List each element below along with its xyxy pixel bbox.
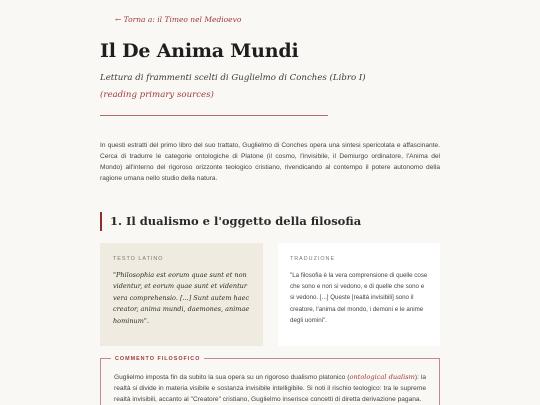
commentary-text <box>114 372 426 405</box>
commentary-label: COMMENTO FILOSOFICO <box>111 355 204 363</box>
commentary-text-start: Guglielmo imposta fin da subito la sua opera su un rigoroso dualismo platonico ( <box>114 374 350 381</box>
translation-text: "La filosofia è la vera comprensione di quelle cose che sono e non si vedono, e di quelle che sono e si vedono. [...] Queste [realtà invisibili] sono il creatore, l'anima del mondo, i demoni e le anime degli uomini". <box>290 272 428 324</box>
translation-label: TRADUZIONE <box>290 256 336 262</box>
intro-paragraph: In questi estratti del primo libro del suo trattato, Guglielmo di Conches opera una sintesi spericolata e affascinante. Cerca di tradurre le categorie ontologiche di Platone (il cosmo, l'invisibile, il Demiurgo ordinatore, l'Anima del Mondo) all'interno del rigoroso orizzonte teologico cristiano, rivendicando al contempo il potere autonomo della ragione umana nello studio della natura. <box>100 142 440 182</box>
latin-text-panel <box>100 243 263 346</box>
back-link[interactable]: ← Torna a: il Timeo nel Medioevo <box>115 15 242 24</box>
translation-panel <box>278 243 440 346</box>
title-divider <box>100 115 328 116</box>
commentary-panel <box>100 358 440 405</box>
page-tagline: (reading primary sources) <box>100 90 214 100</box>
commentary-text-end: ): la realtà si divide in materia visibile e sostanza invisibile intelligibile. Si noti il rischio teologico: tra le supreme realtà invisibili, accanto al "Creatore" cristiano, Guglielmo inserisce concetti di diretta derivazione pagana. <box>114 374 426 403</box>
latin-label: TESTO LATINO <box>113 256 164 262</box>
section-heading: 1. Il dualismo e l'oggetto della filosofia <box>100 212 361 231</box>
commentary-highlight: ontological dualism <box>349 373 415 381</box>
page-subtitle: Lettura di frammenti scelti di Guglielmo di Conches (Libro I) <box>100 73 366 83</box>
page-title: Il De Anima Mundi <box>100 40 299 62</box>
latin-quote: "Philosophia est eorum quae sunt et non videntur, et eorum quae sunt et videntur vera comprehensio. [...] Sunt autem haec creator, anima mundi, daemones, animae hominum". <box>113 271 250 325</box>
